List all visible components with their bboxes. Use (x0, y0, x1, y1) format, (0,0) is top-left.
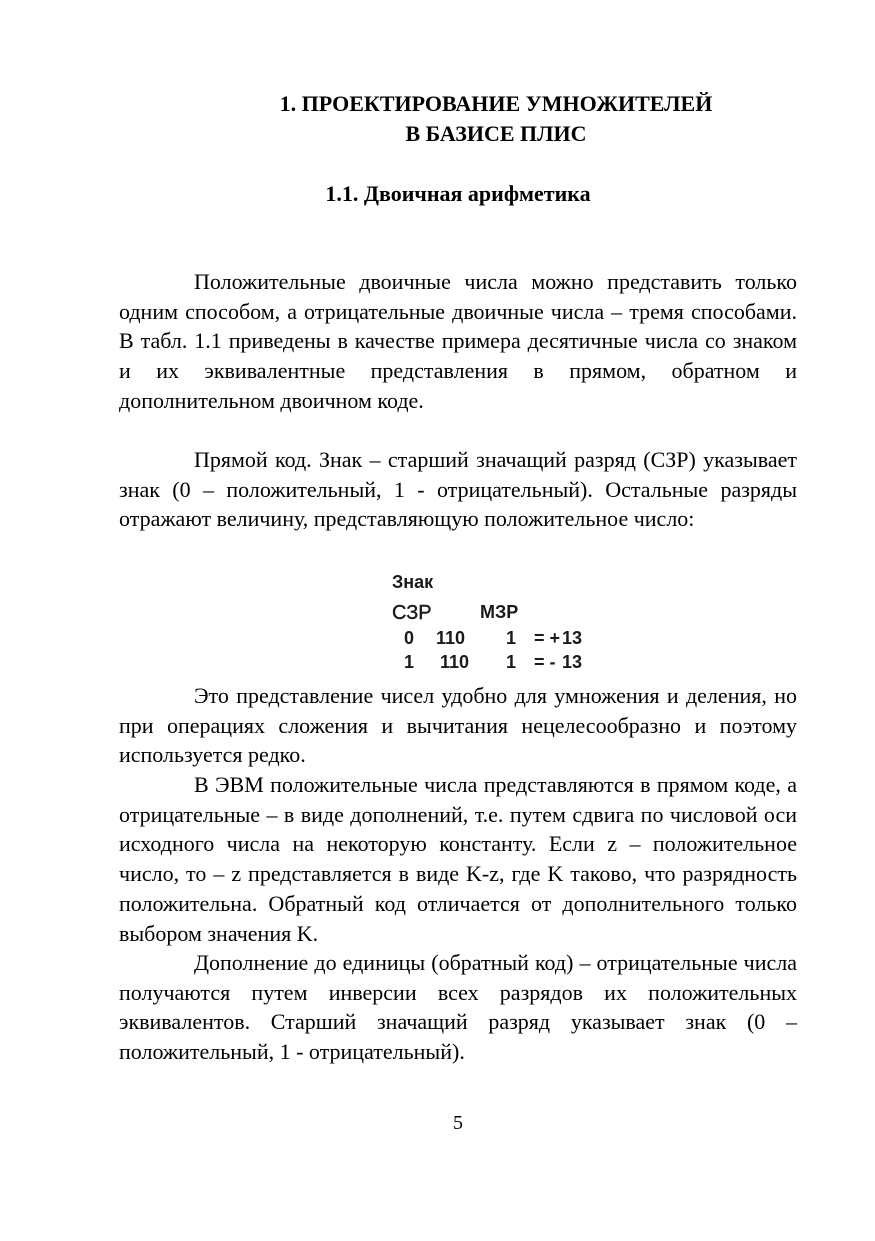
paragraph-1: Положительные двоичные числа можно представить только одним способом, а отрицательные двоичные числа – тремя способами. В табл. 1.1 приведены в качестве примера десятичные числа со знаком и их эквивалентные представления в прямом, обратном и дополнительном двоичном коде. (119, 269, 797, 413)
row-1-sign-bit: 0 (404, 628, 415, 648)
row-2-magnitude-bits: 110 (440, 652, 470, 672)
row-1-equals-sign: = + (534, 628, 561, 648)
row-1-decimal-value: 13 (562, 628, 583, 648)
row-2-sign-bit: 1 (404, 652, 415, 672)
msb-label: СЗР (392, 602, 432, 624)
lsb-label: МЗР (480, 602, 519, 622)
section-title: 1.1. Двоичная арифметика (325, 181, 591, 206)
chapter-title-line-1: 1. ПРОЕКТИРОВАНИЕ УМНОЖИТЕЛЕЙ (279, 91, 713, 116)
row-1-lsb-bit: 1 (506, 628, 517, 648)
row-2-decimal-value: 13 (562, 652, 583, 672)
chapter-title-line-2: В БАЗИСЕ ПЛИС (405, 121, 587, 146)
sign-label: Знак (392, 572, 434, 592)
row-2-equals-sign: = - (534, 652, 556, 672)
chapter-title (120, 89, 872, 149)
paragraph-4: В ЭВМ положительные числа представляются в прямом коде, а отрицательные – в виде дополнений, т.е. путем сдвига по числовой оси исходного числа на некоторую константу. Если z – положительное число, то – z представляется в виде K-z, где K таково, что разрядность положительна. Обратный код отличается от дополнительного только выбором значения K. (119, 772, 797, 946)
paragraph-5: Дополнение до единицы (обратный код) – отрицательные числа получаются путем инверсии всех разрядов их положительных эквивалентов. Старший значащий разряд указывает знак (0 – положительный, 1 - отрицательный). (119, 950, 797, 1065)
paragraph-2: Прямой код. Знак – старший значащий разряд (СЗР) указывает знак (0 – положительный, 1 - отрицательный). Остальные разряды отражают величину, представляющую положительное число: (119, 447, 797, 532)
direct-code-figure (392, 572, 622, 676)
page-number: 5 (453, 1112, 463, 1134)
row-1-magnitude-bits: 110 (436, 628, 466, 648)
row-2-lsb-bit: 1 (506, 652, 517, 672)
paragraph-3: Это представление чисел удобно для умножения и деления, но при операциях сложения и вычитания нецелесообразно и поэтому используется редко. (119, 683, 797, 768)
